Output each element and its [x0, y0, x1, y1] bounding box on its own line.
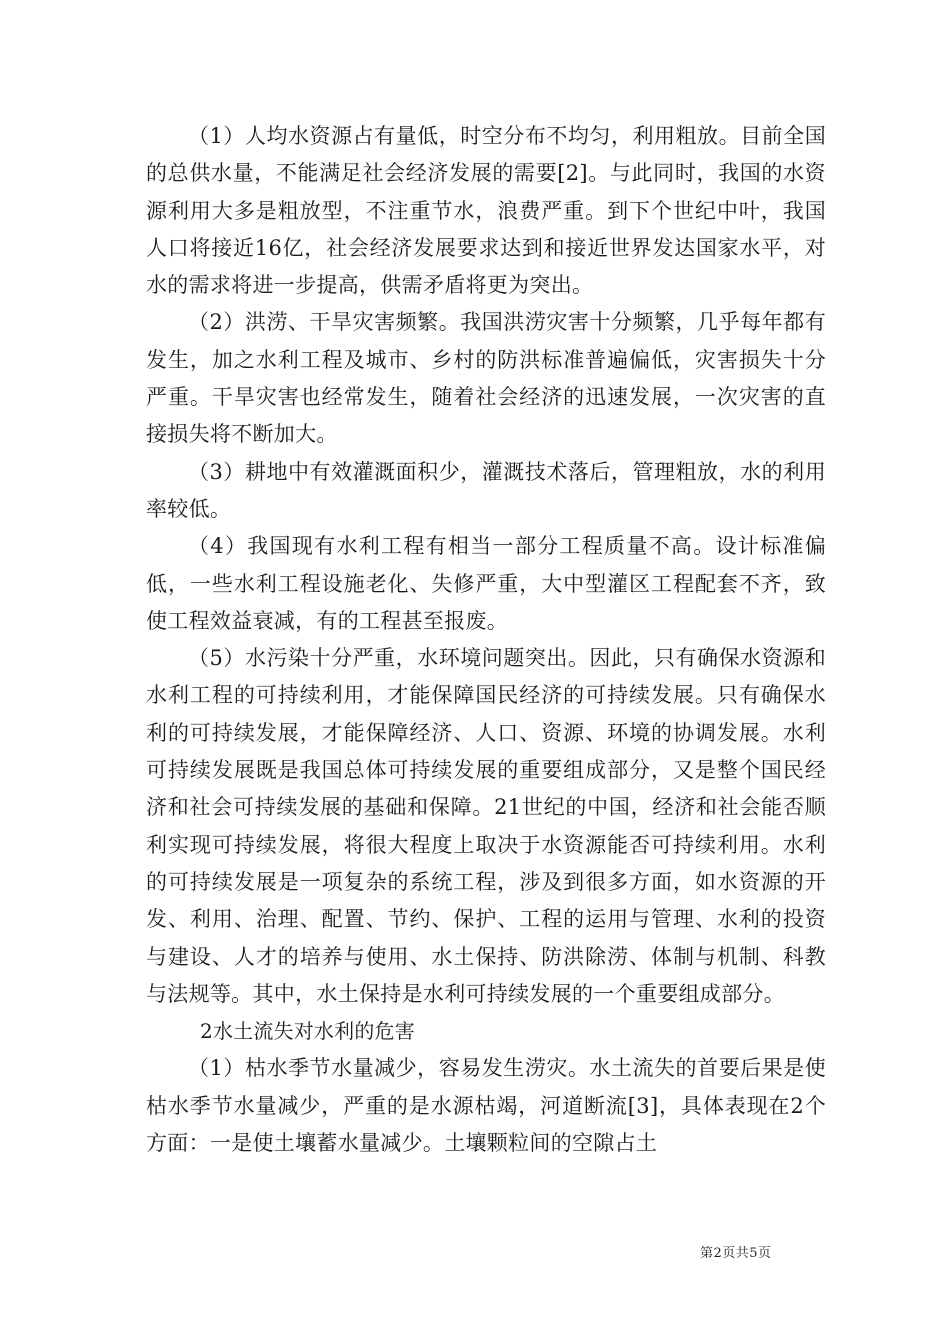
paragraph-3: （3）耕地中有效灌溉面积少，灌溉技术落后，管理粗放，水的利用率较低。	[146, 459, 826, 521]
document-body	[146, 118, 826, 1162]
section-heading: 2水土流失对水利的危害	[200, 1019, 415, 1044]
section-paragraph-1: （1）枯水季节水量减少，容易发生涝灾。水土流失的首要后果是使枯水季节水量减少，严重的是水源枯竭，河道断流[3]，具体表现在2个方面：一是使土壤蓄水量减少。土壤颗粒间的空隙占土	[146, 1056, 826, 1156]
paragraph-4: （4）我国现有水利工程有相当一部分工程质量不高。设计标准偏低，一些水利工程设施老化、失修严重，大中型灌区工程配套不齐，致使工程效益衰减，有的工程甚至报废。	[146, 534, 826, 633]
paragraph-1: （1）人均水资源占有量低，时空分布不均匀，利用粗放。目前全国的总供水量，不能满足社会经济发展的需要[2]。与此同时，我国的水资源利用大多是粗放型，不注重节水，浪费严重。到下个世纪中叶，我国人口将接近16亿，社会经济发展要求达到和接近世界发达国家水平，对水的需求将进一步提高，供需矛盾将更为突出。	[146, 124, 826, 298]
page-number-footer: 第2页共5页	[700, 1246, 772, 1261]
paragraph-5: （5）水污染十分严重，水环境问题突出。因此，只有确保水资源和水利工程的可持续利用，才能保障国民经济的可持续发展。只有确保水利的可持续发展，才能保障经济、人口、资源、环境的协调发展。水利可持续发展既是我国总体可持续发展的重要组成部分，又是整个国民经济和社会可持续发展的基础和保障。21世纪的中国，经济和社会能否顺利实现可持续发展，将很大程度上取决于水资源能否可持续利用。水利的可持续发展是一项复杂的系统工程，涉及到很多方面，如水资源的开发、利用、治理、配置、节约、保护、工程的运用与管理、水利的投资与建设、人才的培养与使用、水土保持、防洪除涝、体制与机制、科教与法规等。其中，水土保持是水利可持续发展的一个重要组成部分。	[146, 646, 826, 1006]
paragraph-2: （2）洪涝、干旱灾害频繁。我国洪涝灾害十分频繁，几乎每年都有发生，加之水利工程及城市、乡村的防洪标准普遍偏低，灾害损失十分严重。干旱灾害也经常发生，随着社会经济的迅速发展，一次灾害的直接损失将不断加大。	[146, 310, 826, 447]
